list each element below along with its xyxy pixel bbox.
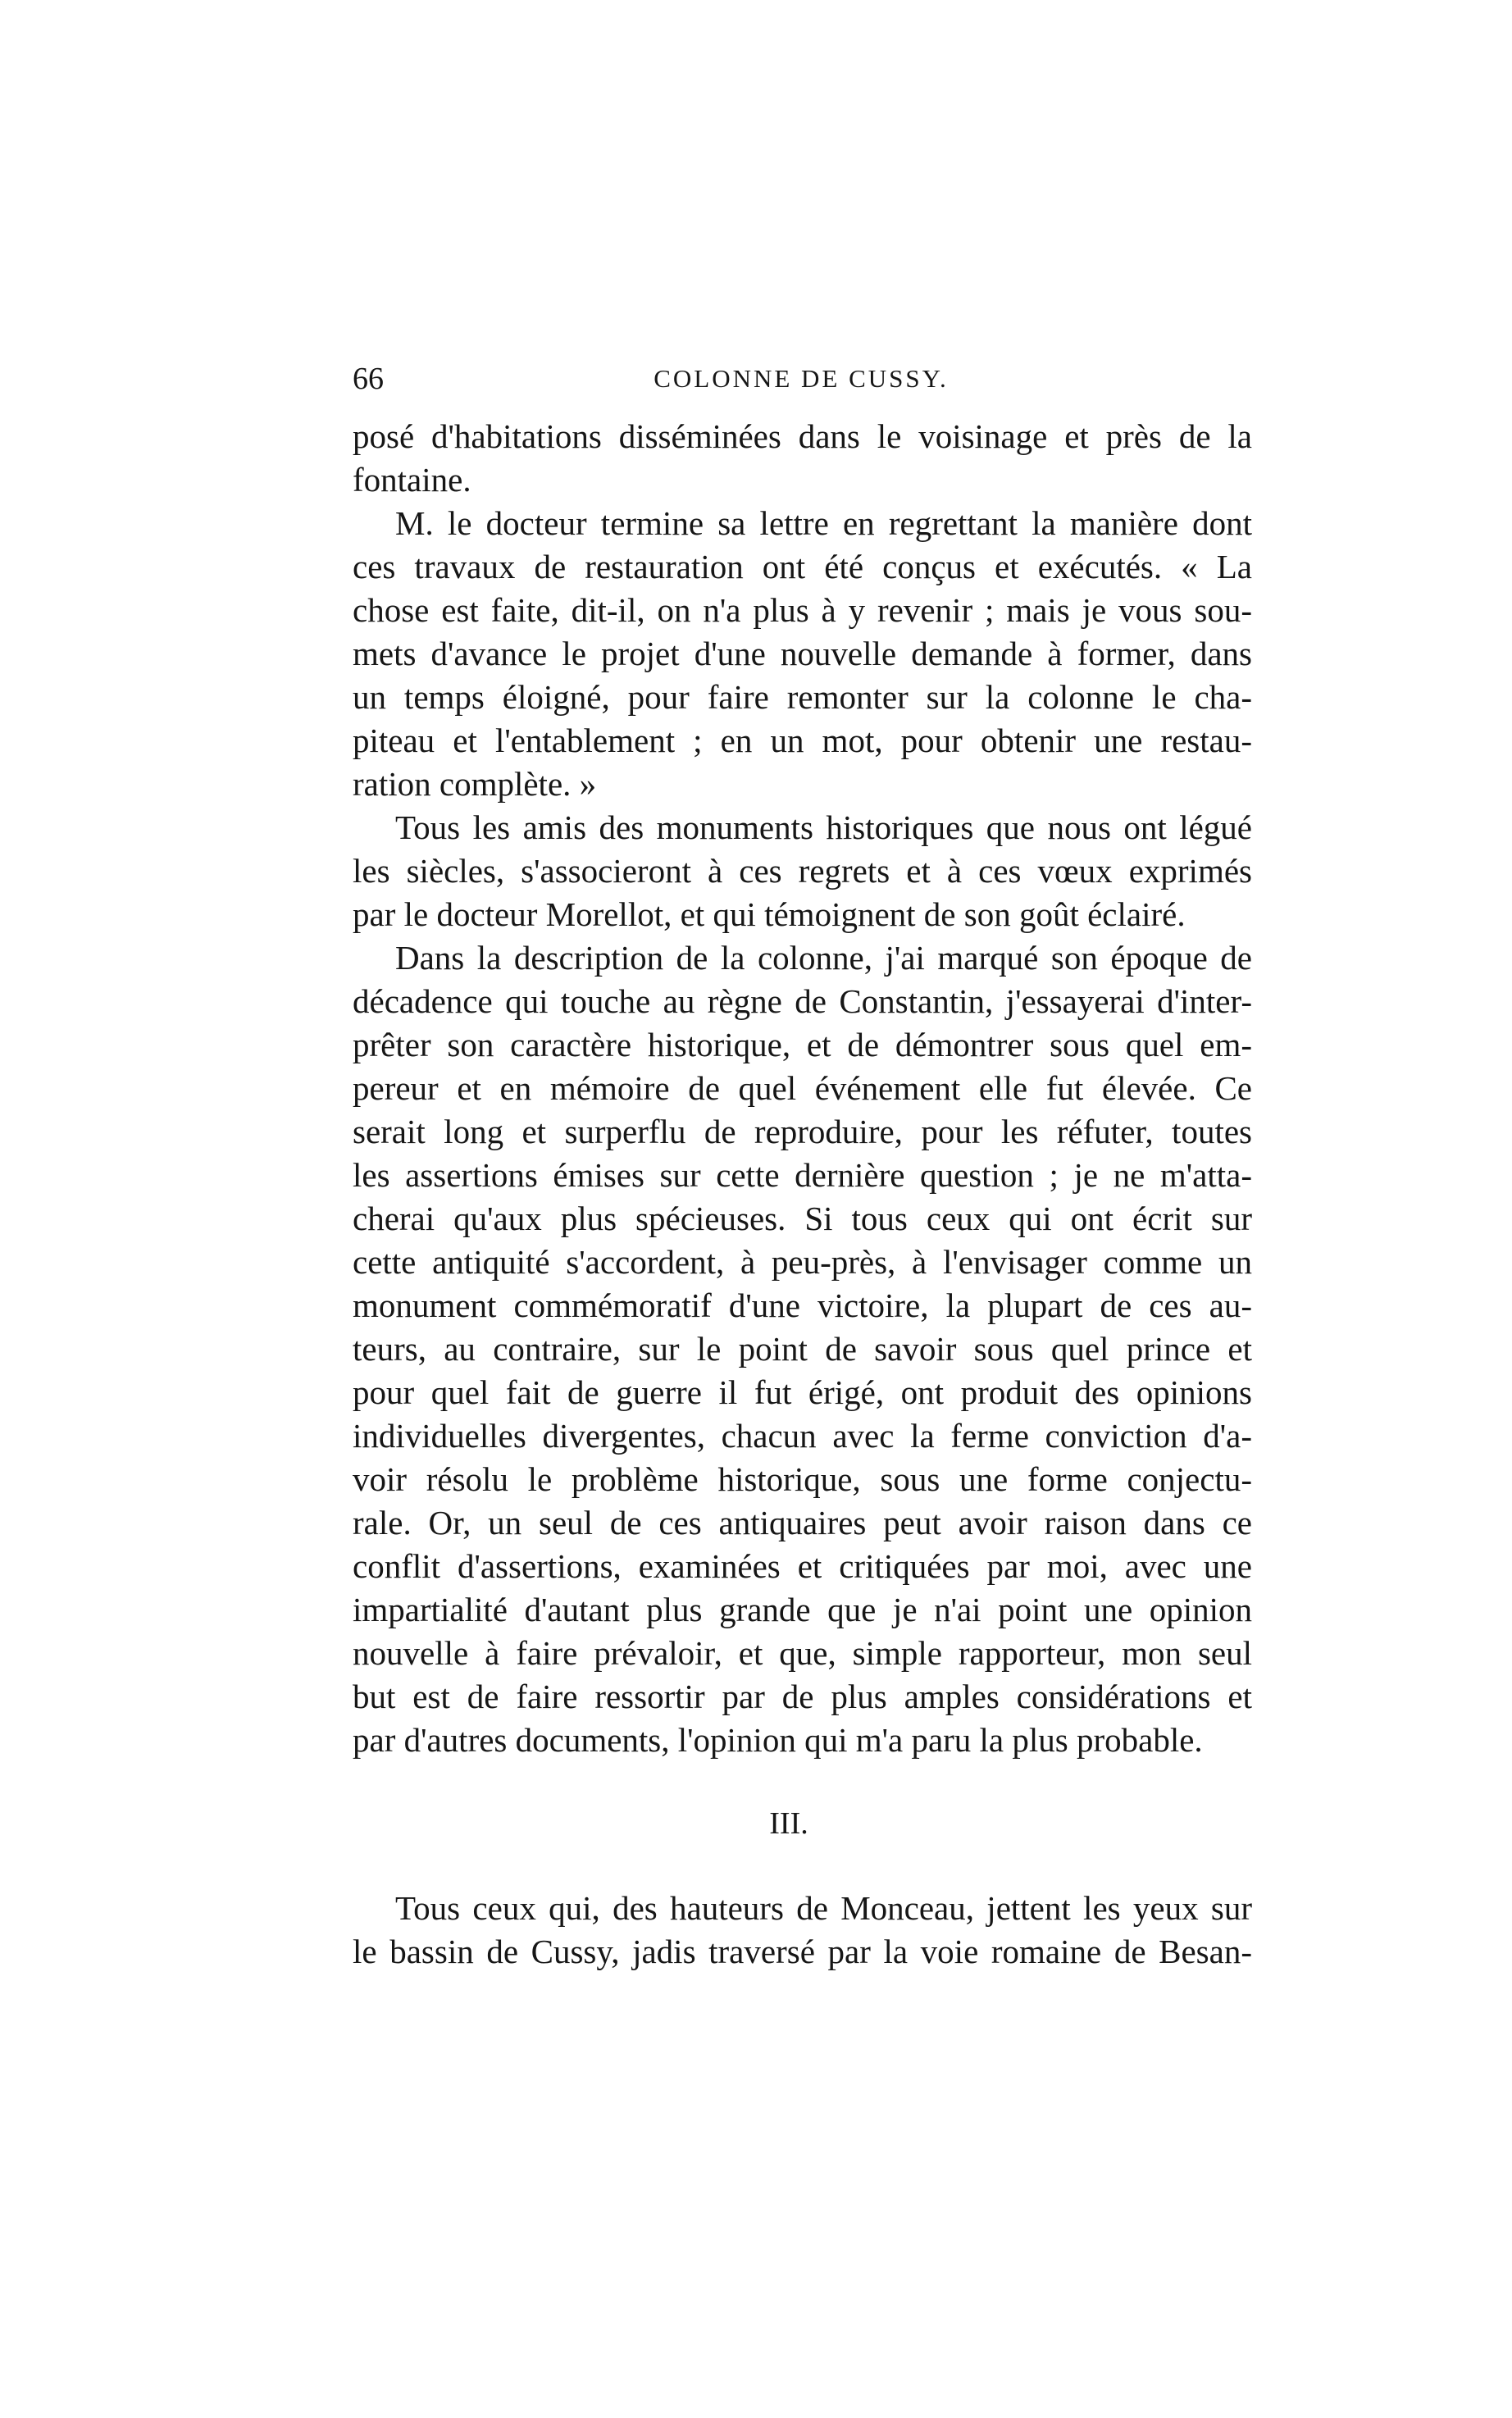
text-line: individuelles divergentes, chacun avec la ferme conviction d'a- <box>353 1417 1252 1455</box>
paragraph <box>353 415 1252 502</box>
text-line: Tous ceux qui, des hauteurs de Monceau, jettent les yeux sur <box>395 1889 1252 1927</box>
text-line: Dans la description de la colonne, j'ai marqué son époque de <box>395 939 1252 977</box>
text-line: par d'autres documents, l'opinion qui m'a paru la plus probable. <box>353 1721 1203 1759</box>
section-number: III. <box>769 1806 808 1841</box>
running-title: COLONNE DE CUSSY. <box>654 364 949 393</box>
text-line: un temps éloigné, pour faire remonter sur la colonne le cha- <box>353 678 1252 716</box>
text-line: M. le docteur termine sa lettre en regrettant la manière dont <box>395 504 1252 542</box>
paragraph <box>353 1887 1252 1974</box>
text-line: les assertions émises sur cette dernière question ; je ne m'atta- <box>353 1156 1252 1194</box>
text-line: prêter son caractère historique, et de démontrer sous quel em- <box>353 1026 1252 1063</box>
text-line: posé d'habitations disséminées dans le voisinage et près de la <box>353 417 1252 455</box>
text-line: ces travaux de restauration ont été conçus et exécutés. « La <box>353 548 1252 585</box>
text-line: rale. Or, un seul de ces antiquaires peut avoir raison dans ce <box>353 1504 1252 1541</box>
text-line: impartialité d'autant plus grande que je n'ai point une opinion <box>353 1591 1252 1628</box>
section-body <box>353 1887 1252 1974</box>
text-line: conflit d'assertions, examinées et critiquées par moi, avec une <box>353 1547 1252 1585</box>
text-line: monument commémoratif d'une victoire, la plupart de ces au- <box>353 1286 1252 1324</box>
page-number: 66 <box>353 362 384 396</box>
text-line: pour quel fait de guerre il fut érigé, ont produit des opinions <box>353 1373 1252 1411</box>
text-line: piteau et l'entablement ; en un mot, pour obtenir une restau- <box>353 722 1252 759</box>
text-line: nouvelle à faire prévaloir, et que, simple rapporteur, mon seul <box>353 1634 1252 1672</box>
text-line: par le docteur Morellot, et qui témoignent de son goût éclairé. <box>353 895 1186 933</box>
text-line: mets d'avance le projet d'une nouvelle demande à former, dans <box>353 635 1252 672</box>
text-line: le bassin de Cussy, jadis traversé par la voie romaine de Besan- <box>353 1933 1252 1970</box>
text-line: teurs, au contraire, sur le point de savoir sous quel prince et <box>353 1330 1252 1368</box>
paragraph <box>353 806 1252 936</box>
text-line: les siècles, s'associeront à ces regrets et à ces vœux exprimés <box>353 852 1252 890</box>
text-line: cherai qu'aux plus spécieuses. Si tous ceux qui ont écrit sur <box>353 1200 1252 1237</box>
text-line: pereur et en mémoire de quel événement elle fut élevée. Ce <box>353 1069 1252 1107</box>
text-line: cette antiquité s'accordent, à peu-près, à l'envisager comme un <box>353 1243 1252 1281</box>
text-line: chose est faite, dit-il, on n'a plus à y revenir ; mais je vous sou- <box>353 591 1252 629</box>
text-line: voir résolu le problème historique, sous une forme conjectu- <box>353 1460 1252 1498</box>
text-line: fontaine. <box>353 461 471 499</box>
text-line: ration complète. » <box>353 765 597 803</box>
text-line: Tous les amis des monuments historiques que nous ont légué <box>395 808 1252 846</box>
body-text <box>353 415 1252 1762</box>
text-line: décadence qui touche au règne de Constantin, j'essayerai d'inter- <box>353 982 1252 1020</box>
text-line: serait long et surperflu de reproduire, pour les réfuter, toutes <box>353 1113 1252 1150</box>
paragraph <box>353 936 1252 1762</box>
text-line: but est de faire ressortir par de plus amples considérations et <box>353 1678 1252 1715</box>
paragraph <box>353 502 1252 806</box>
